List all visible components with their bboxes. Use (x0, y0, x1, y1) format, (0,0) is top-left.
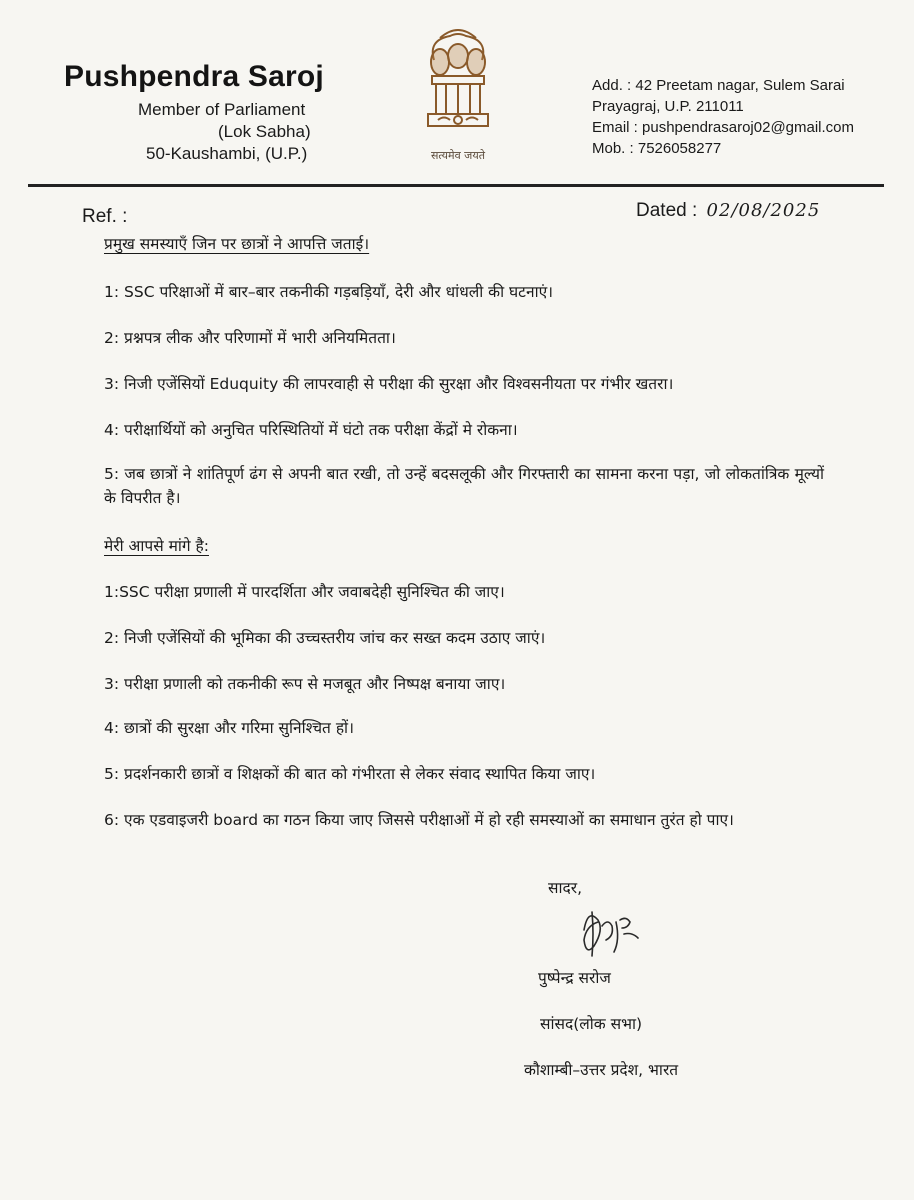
demand-item: 5: प्रदर्शनकारी छात्रों व शिक्षकों की बात को गंभीरता से लेकर संवाद स्थापित किया जाए। (104, 765, 596, 783)
signatory-designation: सांसद(लोक सभा) (540, 1015, 643, 1033)
signature-icon (562, 900, 652, 960)
demand-item: 4: छात्रों की सुरक्षा और गरिमा सुनिश्चित हों। (104, 719, 354, 737)
issue-item: 4: परीक्षार्थियों को अनुचित परिस्थितियों में घंटो तक परीक्षा केंद्रों मे रोकना। (104, 421, 518, 439)
ref-label: Ref. : (82, 206, 128, 227)
sender-constituency: 50-Kaushambi, (U.P.) (146, 144, 308, 163)
mobile-text: Mob. : 7526058277 (592, 140, 722, 157)
date-line (636, 200, 820, 222)
demand-item: 3: परीक्षा प्रणाली को तकनीकी रूप से मजबूत और निष्पक्ष बनाया जाए। (104, 675, 506, 693)
date-value: 02/08/2025 (706, 200, 821, 221)
dated-label: Dated : (636, 200, 698, 221)
national-emblem-icon (410, 20, 506, 140)
issues-heading: प्रमुख समस्याएँ जिन पर छात्रों ने आपत्ति जताई। (104, 235, 370, 253)
demands-heading: मेरी आपसे मांगे है: (104, 537, 209, 555)
salutation: सादर, (548, 879, 582, 897)
issue-item: 5: जब छात्रों ने शांतिपूर्ण ढंग से अपनी बात रखी, तो उन्हें बदसलूकी और गिरफ्तारी का सामना करना पड़ा, जो लोकतांत्रिक मूल्यों के विपरीत है। (104, 465, 824, 507)
sender-designation: Member of Parliament (138, 100, 306, 119)
sender-name: Pushpendra Saroj (64, 60, 324, 93)
sender-house: (Lok Sabha) (218, 122, 311, 141)
demand-item: 6: एक एडवाइजरी board का गठन किया जाए जिससे परीक्षाओं में हो रही समस्याओं का समाधान तुरंत हो पाए। (104, 811, 734, 829)
address-line-1: Add. : 42 Preetam nagar, Sulem Sarai (592, 77, 845, 94)
signatory-place: कौशाम्बी–उत्तर प्रदेश, भारत (524, 1061, 679, 1079)
email-text: Email : pushpendrasaroj02@gmail.com (592, 119, 855, 136)
header-divider (28, 184, 884, 187)
issue-item: 3: निजी एजेंसियों Eduquity की लापरवाही से परीक्षा की सुरक्षा और विश्वसनीयता पर गंभीर खतरा। (104, 375, 674, 393)
demand-item: 1:SSC परीक्षा प्रणाली में पारदर्शिता और जवाबदेही सुनिश्चित की जाए। (104, 583, 505, 601)
signatory-name: पुष्पेन्द्र सरोज (538, 969, 611, 987)
address-line-2: Prayagraj, U.P. 211011 (592, 98, 744, 115)
demand-item: 2: निजी एजेंसियों की भूमिका की उच्चस्तरीय जांच कर सख्त कदम उठाए जाएं। (104, 629, 546, 647)
emblem-motto: सत्यमेव जयते (430, 149, 485, 162)
issue-item: 1: SSC परिक्षाओं में बार–बार तकनीकी गड़बड़ियाँ, देरी और धांधली की घटनाएं। (104, 283, 554, 301)
issue-item: 2: प्रश्नपत्र लीक और परिणामों में भारी अनियमितता। (104, 329, 396, 347)
